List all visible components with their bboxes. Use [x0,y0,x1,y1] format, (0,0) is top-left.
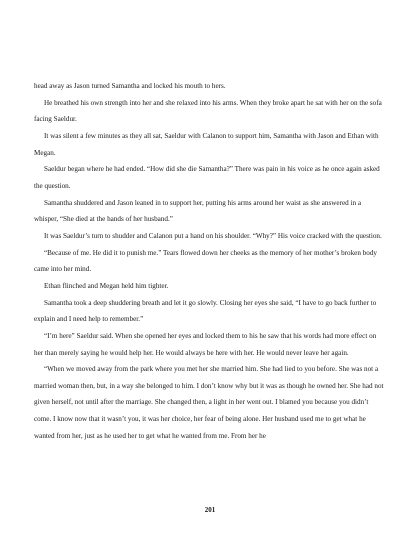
paragraph: Samantha shuddered and Jason leaned in to support her, putting his arms around her waist as she answered in a whisper, “She died at the hands of her husband.” [34,198,361,224]
paragraph: Saeldur began where he had ended. “How did she die Samantha?” There was pain in his voice as he once again asked the question. [34,165,380,190]
paragraph: Ethan flinched and Megan held him tighter. [44,281,169,290]
paragraph: Samantha took a deep shuddering breath and let it go slowly. Closing her eyes she said, “I have to go back further to explain and I need help to remember.” [34,298,377,324]
paragraph: “Because of me. He did it to punish me.” Tears flowed down her cheeks as the memory of her mother’s broken body came into her mind. [34,248,377,274]
paragraph: “When we moved away from the park where you met her she married him. She had lied to you before. She was not a married woman then, but, in a way she belonged to him. I don’t know why but it was as though he owned her. She had not given herself, not until after the marriage. She changed then, a light in her went out. I blamed you because you didn’t come. I know now that it wasn’t you, it was her choice, her fear of being alone. Her husband used me to get what he wanted from her, just as he used her to get what he wanted from me. From her he [34,365,384,440]
paragraph: It was silent a few minutes as they all sat, Saeldur with Calanon to support him, Samantha with Jason and Ethan with Megan. [34,131,379,157]
paragraph: It was Saeldur’s turn to shudder and Calanon put a hand on his shoulder. “Why?” His voice cracked with the question. [44,231,382,240]
paragraph: head away as Jason turned Samantha and locked his mouth to hers. [34,82,226,90]
paragraph: “I’m here” Saeldur said. When she opened her eyes and locked them to his he saw that his words had more effect on her than merely saying he would help her. He would always be here with her. He would never leave her again. [34,331,377,357]
paragraph: He breathed his own strength into her and she relaxed into his arms. When they broke apart he sat with her on the sofa facing Saeldur. [34,98,382,124]
text-body [34,78,386,444]
page-number: 201 [204,506,216,514]
